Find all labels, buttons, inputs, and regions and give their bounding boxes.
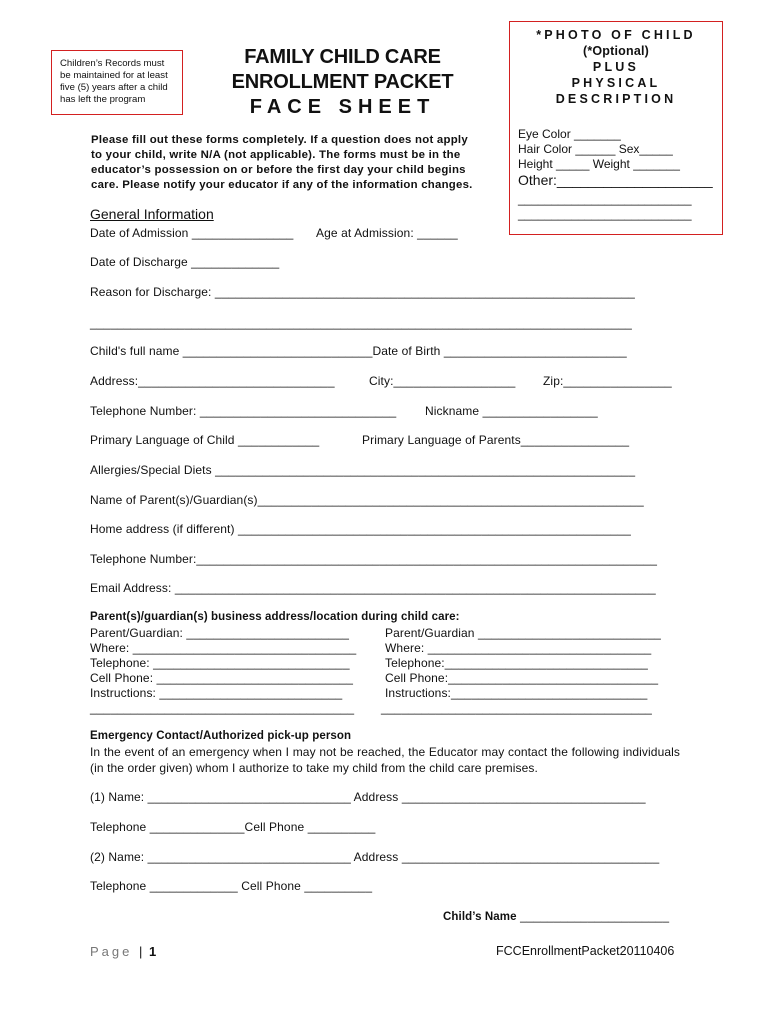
business-left-telephone[interactable]: Telephone: _____________________________ [90,656,350,670]
eye-color-field[interactable]: Eye Color _______ [518,127,621,141]
instructions-line: educator’s possession on or before the first day your child begins [91,164,466,176]
page-title-line2: ENROLLMENT PACKET [231,71,454,93]
business-right-where[interactable]: Where: _________________________________ [385,641,652,655]
page-label: Page [90,944,133,959]
address-field[interactable]: Address:_____________________________ [90,374,335,388]
business-right-telephone[interactable]: Telephone:______________________________ [385,656,648,670]
allergies-field[interactable]: Allergies/Special Diets ______________________________________________________________ [90,463,636,477]
business-address-heading: Parent(s)/guardian(s) business address/location during child care: [90,611,460,623]
business-right-extra[interactable]: ________________________________________ [381,701,652,715]
instructions-line: care. Please notify your educator if any of the information changes. [91,179,473,191]
other-field-line[interactable]: __________________________ [518,192,692,206]
records-retention-note [51,50,183,115]
hair-color-sex-field[interactable]: Hair Color ______ Sex_____ [518,142,673,156]
zip-field[interactable]: Zip:________________ [543,374,672,388]
primary-language-child-field[interactable]: Primary Language of Child ____________ [90,433,320,447]
general-information-heading: General Information [90,206,214,222]
date-of-discharge-field[interactable]: Date of Discharge _____________ [90,255,280,269]
child-name-label: Child’s Name [443,911,517,923]
email-address-field[interactable]: Email Address: _______________________________________________________________________ [90,581,656,595]
city-field[interactable]: City:__________________ [369,374,516,388]
photo-description: DESCRIPTION [555,92,677,106]
business-left-cell[interactable]: Cell Phone: _____________________________ [90,671,354,685]
emergency-name-1-field[interactable]: (1) Name: ______________________________ Address ____________________________________ [90,790,646,804]
instructions-line: to your child, write N/A (not applicable). The forms must be in the [91,149,461,161]
page-number: 1 [149,944,157,959]
age-at-admission-field[interactable]: Age at Admission: ______ [316,226,458,240]
business-left-extra[interactable]: _______________________________________ [90,701,355,715]
reason-for-discharge-continued[interactable]: ________________________________________________________________________________ [90,316,632,330]
page-title-line1: FAMILY CHILD CARE [244,46,441,68]
telephone-number-2-field[interactable]: Telephone Number:____________________________________________________________________ [90,552,658,566]
photo-physical: PHYSICAL [571,76,661,90]
height-weight-field[interactable]: Height _____ Weight _______ [518,157,680,171]
note-line: be maintained for at least [60,70,168,81]
note-line: has left the program [60,94,146,105]
business-left-where[interactable]: Where: _________________________________ [90,641,357,655]
other-field[interactable]: Other:____________________ [518,172,713,188]
reason-for-discharge-field[interactable]: Reason for Discharge: ______________________________________________________________ [90,285,635,299]
child-name-line[interactable]: ______________________ [520,909,670,923]
instructions [91,133,497,193]
date-of-admission-field[interactable]: Date of Admission _______________ [90,226,294,240]
photo-plus: PLUS [592,60,640,74]
photo-box [509,21,723,235]
emergency-name-2-field[interactable]: (2) Name: ______________________________ Address ______________________________________ [90,850,660,864]
other-field-line[interactable]: __________________________ [518,207,692,221]
business-right-parent[interactable]: Parent/Guardian ___________________________ [385,626,661,640]
photo-heading: *PHOTO OF CHILD [536,28,696,42]
business-left-parent[interactable]: Parent/Guardian: ________________________ [90,626,349,640]
page-title-line3: FACE SHEET [249,96,436,118]
emergency-paragraph: In the event of an emergency when I may not be reached, the Educator may contact the following individuals (in the order given) whom I authorize to take my child from the child care premises. [90,745,680,775]
nickname-field[interactable]: Nickname _________________ [425,404,598,418]
primary-language-parents-field[interactable]: Primary Language of Parents________________ [362,433,630,447]
parent-guardian-name-field[interactable]: Name of Parent(s)/Guardian(s)_________________________________________________________ [90,493,644,507]
business-right-instructions[interactable]: Instructions:_____________________________ [385,686,648,700]
page-indicator: Page | 1 [90,944,157,959]
emergency-phone-2-field[interactable]: Telephone _____________ Cell Phone __________ [90,879,373,893]
child-name-signature-field[interactable] [443,909,669,923]
business-right-cell[interactable]: Cell Phone:_______________________________ [385,671,659,685]
business-left-instructions[interactable]: Instructions: ___________________________ [90,686,343,700]
home-address-field[interactable]: Home address (if different) __________________________________________________________ [90,522,631,536]
document-id: FCCEnrollmentPacket20110406 [496,944,675,958]
child-name-dob-field[interactable]: Child's full name ____________________________Date of Birth ___________________________ [90,344,627,358]
emergency-contact-heading: Emergency Contact/Authorized pick-up person [90,730,352,742]
note-line: Children’s Records must [60,58,165,69]
emergency-phone-1-field[interactable]: Telephone ______________Cell Phone __________ [90,820,376,834]
photo-optional: (*Optional) [582,44,650,58]
note-line: five (5) years after a child [60,82,168,93]
instructions-line: Please fill out these forms completely. If a question does not apply [91,134,468,146]
telephone-number-field[interactable]: Telephone Number: _____________________________ [90,404,397,418]
